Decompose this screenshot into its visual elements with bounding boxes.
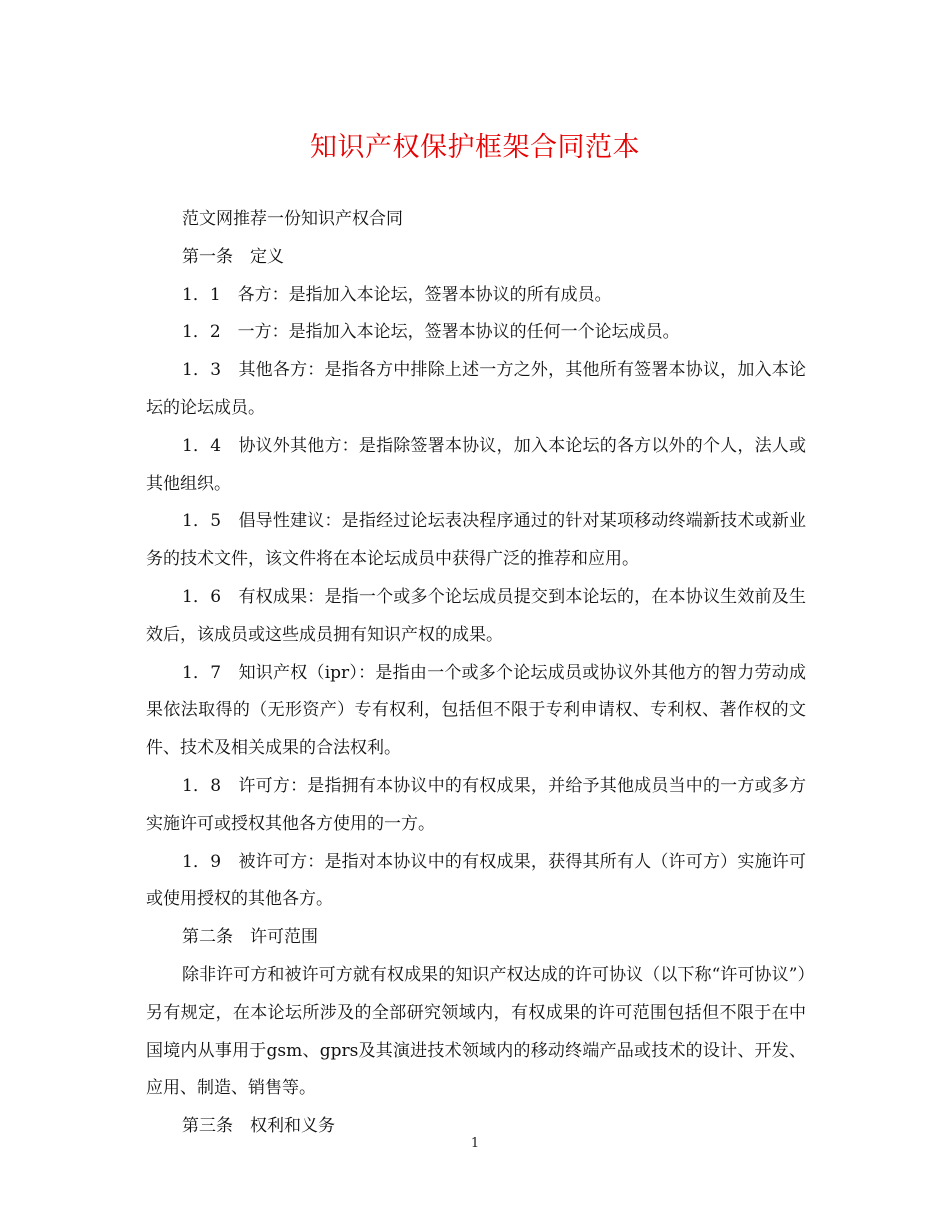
- document-title: 知识产权保护框架合同范本: [310, 132, 640, 163]
- paragraph: 1．4 协议外其他方：是指除签署本协议，加入本论坛的各方以外的个人，法人或其他组织。: [146, 435, 806, 494]
- paragraph: 1．6 有权成果：是指一个或多个论坛成员提交到本论坛的，在本协议生效前及生效后，该成员或这些成员拥有知识产权的成果。: [146, 586, 806, 645]
- section-heading: 第二条 许可范围: [182, 927, 318, 948]
- page-number: 1: [470, 1136, 480, 1151]
- document-body: [146, 201, 806, 1146]
- paragraph: 1．8 许可方：是指拥有本协议中的有权成果，并给予其他成员当中的一方或多方实施许可或授权其他各方使用的一方。: [146, 775, 806, 834]
- paragraph: 除非许可方和被许可方就有权成果的知识产权达成的许可协议（以下称“许可协议”）另有规定，在本论坛所涉及的全部研究领域内，有权成果的许可范围包括但不限于在中国境内从事用于gsm、gprs及其演进技术领域内的移动终端产品或技术的设计、开发、应用、制造、销售等。: [146, 964, 806, 1099]
- section-heading: 第三条 权利和义务: [182, 1116, 335, 1137]
- paragraph: 1．7 知识产权（ipr）：是指由一个或多个论坛成员或协议外其他方的智力劳动成果依法取得的（无形资产）专有权利，包括但不限于专利申请权、专利权、著作权的文件、技术及相关成果的合法权利。: [146, 662, 806, 759]
- paragraph: 范文网推荐一份知识产权合同: [182, 209, 403, 229]
- paragraph: 1．5 倡导性建议：是指经过论坛表决程序通过的针对某项移动终端新技术或新业务的技术文件，该文件将在本论坛成员中获得广泛的推荐和应用。: [146, 511, 806, 570]
- paragraph: 1．3 其他各方：是指各方中排除上述一方之外，其他所有签署本协议，加入本论坛的论坛成员。: [146, 360, 806, 418]
- paragraph: 1．9 被许可方：是指对本协议中的有权成果，获得其所有人（许可方）实施许可或使用授权的其他各方。: [146, 851, 806, 910]
- section-heading: 第一条 定义: [182, 246, 284, 267]
- paragraph: 1．1 各方：是指加入本论坛，签署本协议的所有成员。: [182, 284, 612, 305]
- paragraph: 1．2 一方：是指加入本论坛，签署本协议的任何一个论坛成员。: [182, 322, 680, 343]
